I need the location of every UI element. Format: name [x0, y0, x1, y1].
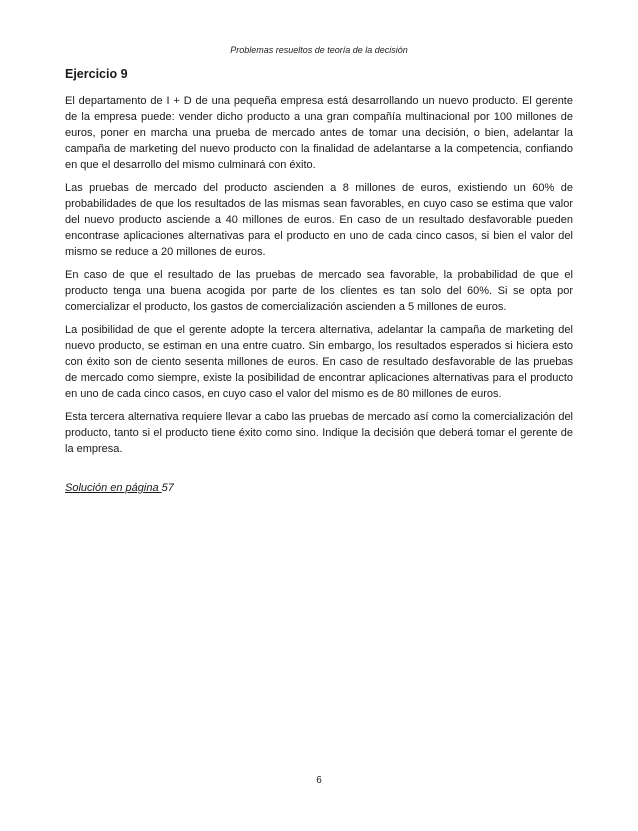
- paragraph-2: Las pruebas de mercado del producto ascienden a 8 millones de euros, existiendo un 60% de probabilidades de que los resultados de las mismas sean favorables, en cuyo caso se estima que valor del nuevo producto asciende a 40 millones de euros. En caso de un resultado desfavorable pueden encontrase aplicaciones alternativas para el producto en uno de cada cinco casos, si bien el valor del mismo se reduce a 20 millones de euros.: [65, 182, 573, 258]
- solution-link[interactable]: Solución en página: [65, 482, 162, 494]
- exercise-title: Ejercicio 9: [65, 67, 128, 81]
- paragraph-3: En caso de que el resultado de las pruebas de mercado sea favorable, la probabilidad de que el producto tenga una buena acogida por parte de los clientes es tan solo del 60%. Si se opta por comercializar el producto, los gastos de comercialización ascienden a 5 millones de euros.: [65, 269, 573, 313]
- paragraph-1: El departamento de I + D de una pequeña empresa está desarrollando un nuevo producto. El gerente de la empresa puede: vender dicho producto a una gran compañía multinacional por 100 millones de euros, poner en marcha una prueba de mercado antes de tomar una decisión, o bien, adelantar la campaña de marketing del nuevo producto con la finalidad de adelantarse a la competencia, confiando en que el desarrollo del mismo culminará con éxito.: [65, 95, 573, 171]
- solution-reference: [65, 482, 573, 494]
- running-header: Problemas resueltos de teoría de la decisión: [230, 45, 408, 55]
- paragraph-5: Esta tercera alternativa requiere llevar a cabo las pruebas de mercado así como la comercialización del producto, tanto si el producto tiene éxito como sino. Indique la decisión que deberá tomar el gerente de la empresa.: [65, 411, 573, 455]
- exercise-content: [65, 67, 573, 494]
- solution-page-number: 57: [161, 482, 174, 494]
- paragraph-4: La posibilidad de que el gerente adopte la tercera alternativa, adelantar la campaña de marketing del nuevo producto, se estiman en una entre cuatro. Sin embargo, los resultados esperados si hiciera esto con éxito son de ciento sesenta millones de euros. En caso de resultado desfavorable de las pruebas de mercado como siempre, existe la posibilidad de encontrar aplicaciones alternativas para el producto en uno de cada cinco casos, en cuyo caso el valor del mismo es de 80 millones de euros.: [65, 324, 573, 400]
- page-number: 6: [316, 775, 322, 786]
